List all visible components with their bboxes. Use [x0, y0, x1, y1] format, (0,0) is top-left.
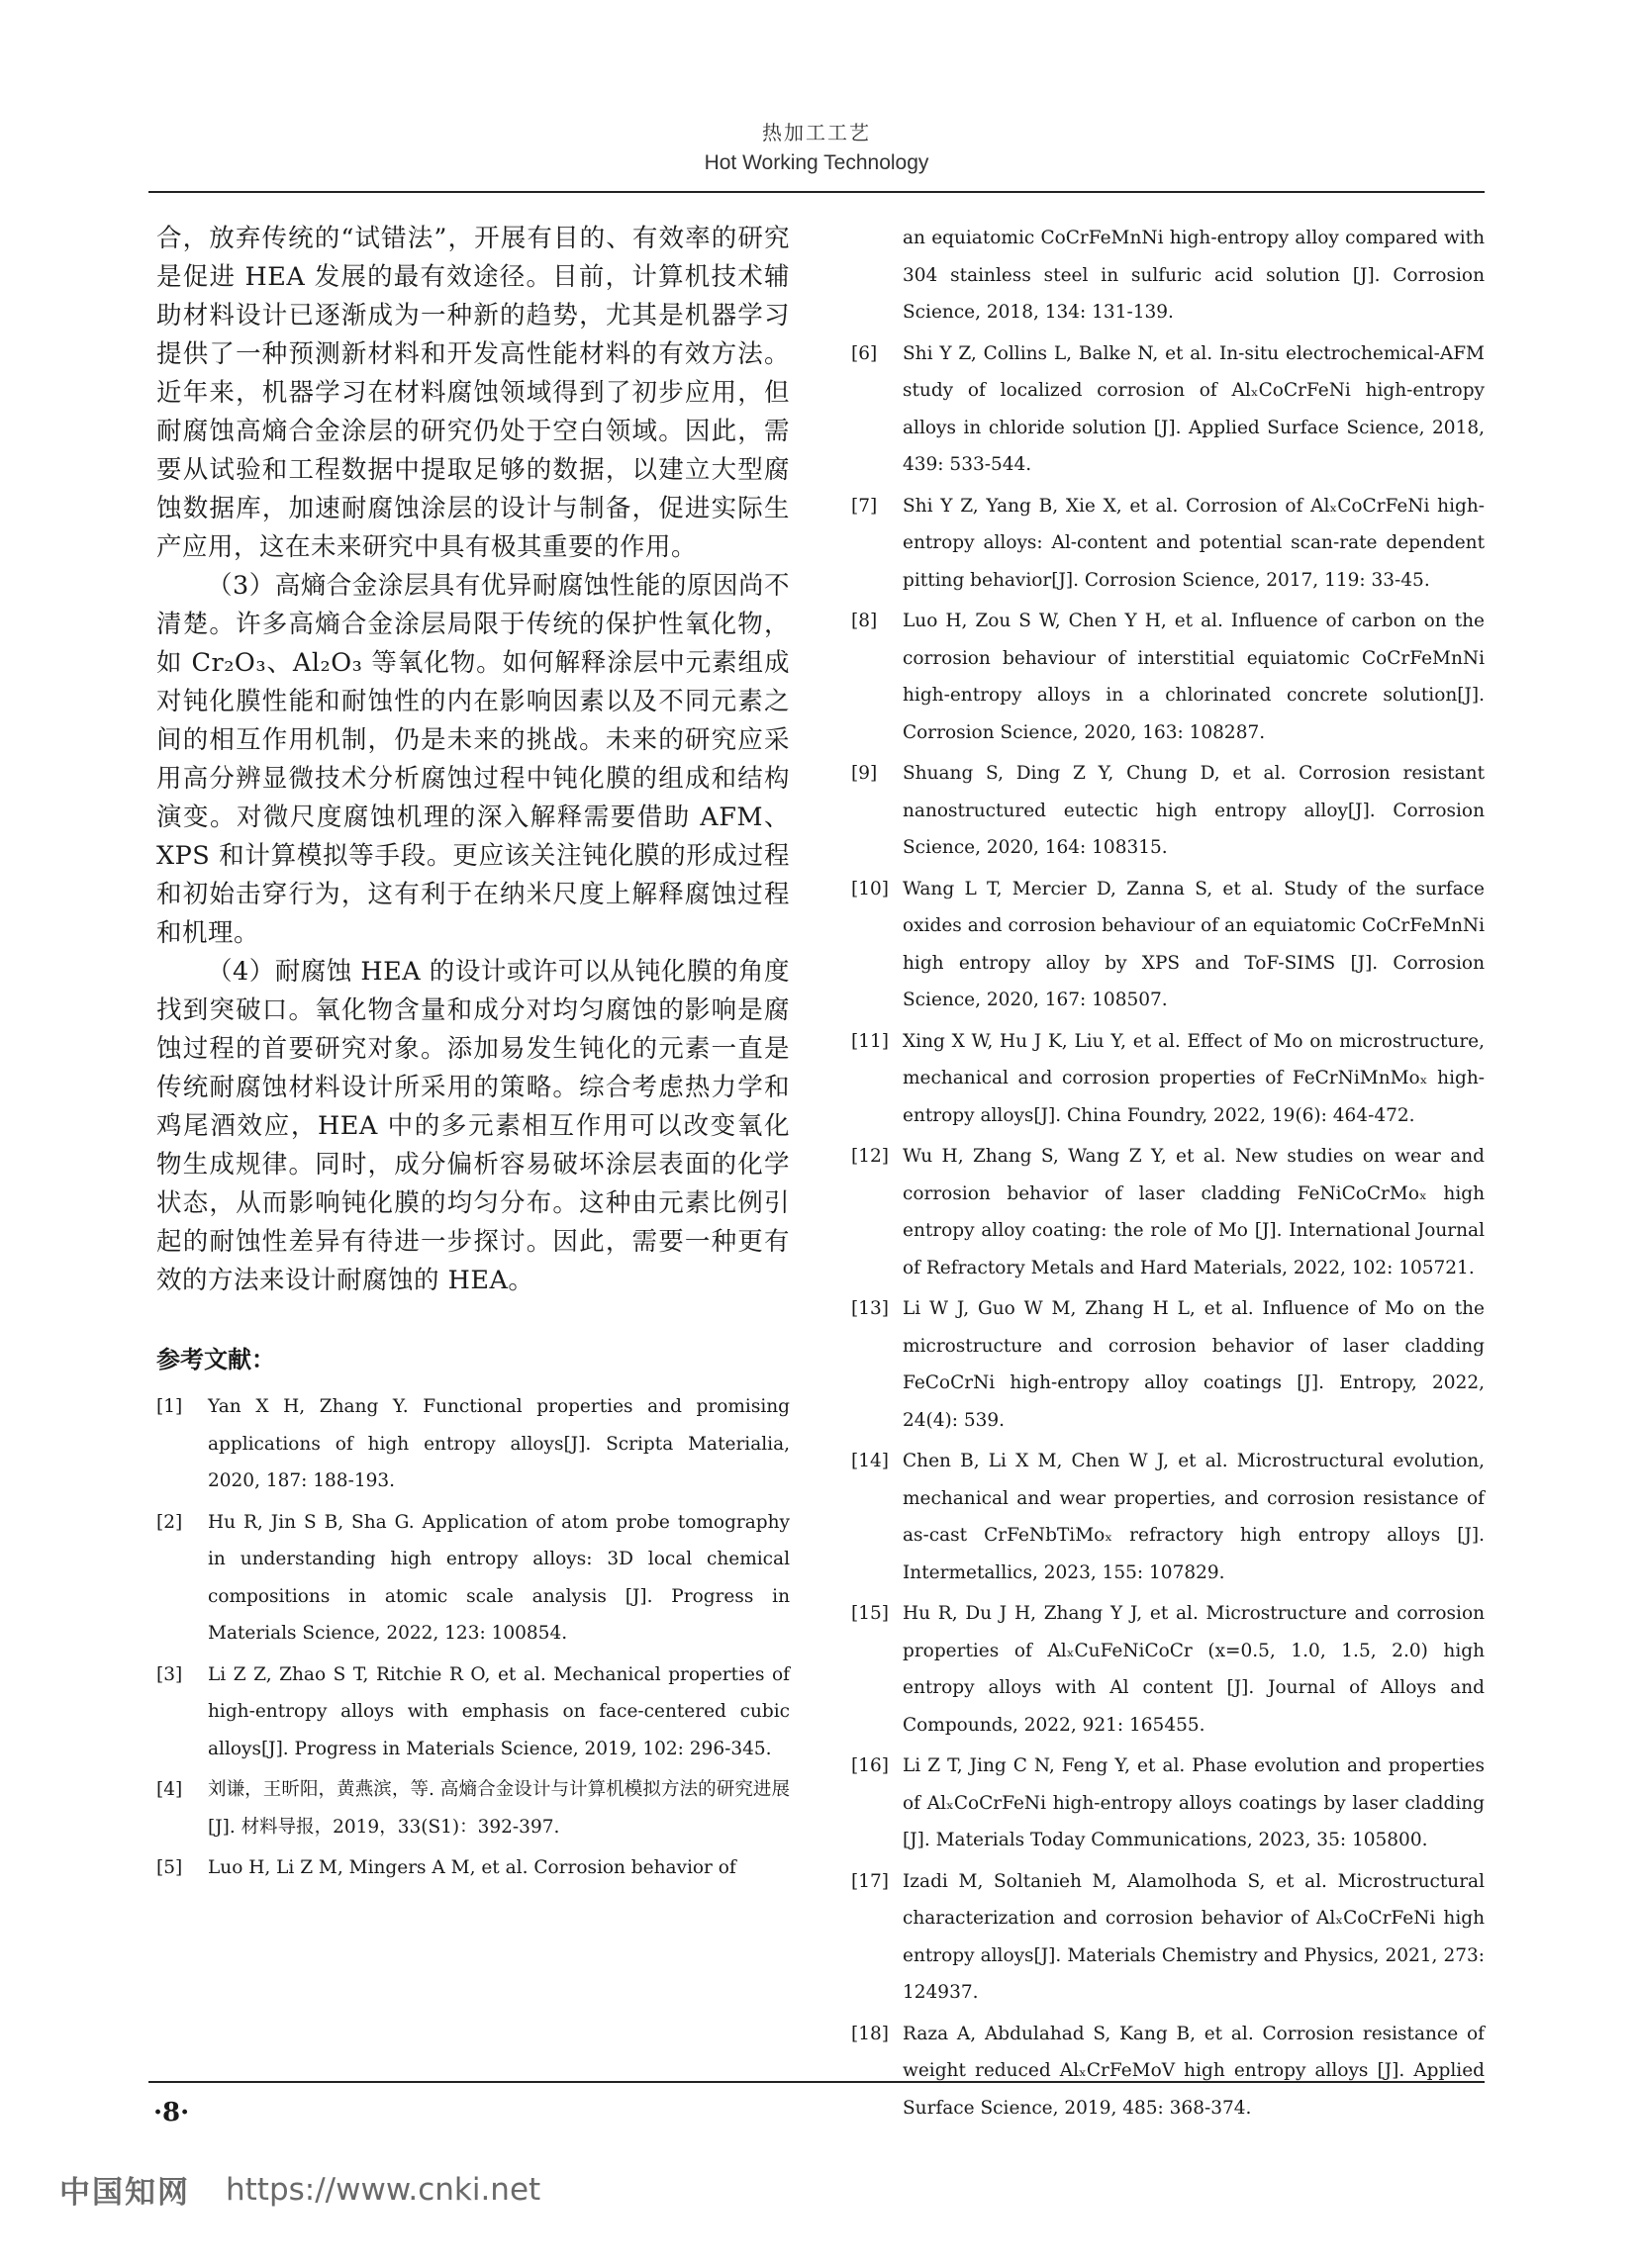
- reference-number: [14]: [851, 1451, 889, 1471]
- reference-text: 刘谦，王昕阳，黄燕滨，等. 高熵合金设计与计算机模拟方法的研究进展[J]. 材料导报，2019，33(S1)：392-397.: [208, 1779, 790, 1838]
- reference-text: Yan X H, Zhang Y. Functional properties and promising applications of high entropy alloys[J]. Scripta Materialia, 2020, 187: 188-193.: [208, 1396, 790, 1491]
- reference-item: [851, 1290, 1485, 1439]
- footer-rule: [148, 2081, 1485, 2083]
- reference-number: [6]: [851, 342, 878, 364]
- reference-item: [851, 488, 1485, 600]
- reference-item: [851, 1443, 1485, 1591]
- reference-text: Wu H, Zhang S, Wang Z Y, et al. New studies on wear and corrosion behavior of laser cladding FeNiCoCrMoₓ high entropy alloy coating: the role of Mo [J]. International Journal of Refractory Metals and Hard Materials, 2022, 102: 105721.: [903, 1146, 1485, 1278]
- journal-title-en: Hot Working Technology: [704, 151, 929, 174]
- right-column: [851, 220, 1485, 2130]
- reference-item: [851, 1863, 1485, 2012]
- reference-item: [851, 1138, 1485, 1286]
- reference-text: Hu R, Jin S B, Sha G. Application of atom probe tomography in understanding high entropy alloys: 3D local chemical compositions in atomic scale analysis [J]. Progress in Materials Science, 2022, 123: 100854.: [208, 1511, 790, 1644]
- reference-item: [851, 1595, 1485, 1744]
- reference-item: [851, 603, 1485, 751]
- reference-text: Li Z Z, Zhao S T, Ritchie R O, et al. Mechanical properties of high-entropy alloys with emphasis on face-centered cubic alloys[J]. Progress in Materials Science, 2019, 102: 296-345.: [208, 1663, 790, 1759]
- cnki-logo: 中国知网: [59, 2175, 190, 2211]
- reference-text: Hu R, Du J H, Zhang Y J, et al. Microstructure and corrosion properties of AlₓCuFeNiCoCr (x=0.5, 1.0, 1.5, 2.0) high entropy alloys with Al content [J]. Journal of Alloys and Compounds, 2022, 921: 165455.: [903, 1603, 1485, 1736]
- reference-number: [15]: [851, 1603, 889, 1624]
- reference-item: [156, 1849, 790, 1887]
- reference-number: [9]: [851, 763, 878, 784]
- reference-list-right: [851, 335, 1485, 2127]
- reference-text: Shi Y Z, Yang B, Xie X, et al. Corrosion of AlₓCoCrFeNi high-entropy alloys: Al-content and potential scan-rate dependent pitting behavior[J]. Corrosion Science, 2017, 119: 33-45.: [903, 495, 1485, 591]
- reference-number: [16]: [851, 1755, 889, 1776]
- reference-number: [17]: [851, 1870, 889, 1892]
- reference-number: [7]: [851, 495, 878, 517]
- reference-text: Luo H, Li Z M, Mingers A M, et al. Corrosion behavior of: [208, 1857, 736, 1878]
- reference-number: [18]: [851, 2023, 889, 2044]
- reference-item: [156, 1388, 790, 1500]
- header-rule: [148, 191, 1485, 193]
- body-paragraph-1: 合，放弃传统的“试错法”，开展有目的、有效率的研究是促进 HEA 发展的最有效途径。目前，计算机技术辅助材料设计已逐渐成为一种新的趋势，尤其是机器学习提供了一种预测新材料和开发高性能材料的有效方法。近年来，机器学习在材料腐蚀领域得到了初步应用，但耐腐蚀高熵合金涂层的研究仍处于空白领域。因此，需要从试验和工程数据中提取足够的数据，以建立大型腐蚀数据库，加速耐腐蚀涂层的设计与制备，促进实际生产应用，这在未来研究中具有极其重要的作用。: [156, 224, 790, 562]
- reference-number: [12]: [851, 1146, 889, 1167]
- reference-item: [851, 2016, 1485, 2127]
- body-paragraph-3: （4）耐腐蚀 HEA 的设计或许可以从钝化膜的角度找到突破口。氧化物含量和成分对均匀腐蚀的影响是腐蚀过程的首要研究对象。添加易发生钝化的元素一直是传统耐腐蚀材料设计所采用的策略。综合考虑热力学和鸡尾酒效应，HEA 中的多元素相互作用可以改变氧化物生成规律。同时，成分偏析容易破坏涂层表面的化学状态，从而影响钝化膜的均匀分布。这种由元素比例引起的耐蚀性差异有待进一步探讨。因此，需要一种更有效的方法来设计耐腐蚀的 HEA。: [156, 957, 790, 1295]
- reference-item: [851, 871, 1485, 1019]
- reference-text: an equiatomic CoCrFeMnNi high-entropy alloy compared with 304 stainless steel in sulfuric acid solution [J]. Corrosion Science, 2018, 134: 131-139.: [903, 228, 1485, 323]
- reference-text: Luo H, Zou S W, Chen Y H, et al. Influence of carbon on the corrosion behaviour of interstitial equiatomic CoCrFeMnNi high-entropy alloys in a chlorinated concrete solution[J]. Corrosion Science, 2020, 163: 108287.: [903, 611, 1485, 743]
- reference-item: [156, 1771, 790, 1845]
- reference-text: Li Z T, Jing C N, Feng Y, et al. Phase evolution and properties of AlₓCoCrFeNi high-entropy alloys coatings by laser cladding [J]. Materials Today Communications, 2023, 35: 105800.: [903, 1755, 1485, 1850]
- reference-text: Li W J, Guo W M, Zhang H L, et al. Influence of Mo on the microstructure and corrosion behavior of laser cladding FeCoCrNi high-entropy alloy coatings [J]. Entropy, 2022, 24(4): 539.: [903, 1298, 1485, 1431]
- running-header: [148, 117, 1485, 175]
- reference-number: [5]: [156, 1857, 183, 1878]
- reference-number: [2]: [156, 1511, 183, 1533]
- reference-number: [4]: [156, 1779, 183, 1800]
- reference-text: Shuang S, Ding Z Y, Chung D, et al. Corrosion resistant nanostructured eutectic high entropy alloy[J]. Corrosion Science, 2020, 164: 108315.: [903, 763, 1485, 858]
- reference-text: Izadi M, Soltanieh M, Alamolhoda S, et al. Microstructural characterization and corrosion behavior of AlₓCoCrFeNi high entropy alloys[J]. Materials Chemistry and Physics, 2021, 273: 124937.: [903, 1870, 1485, 2003]
- reference-continuation: [851, 220, 1485, 331]
- reference-item: [851, 1023, 1485, 1135]
- reference-item: [851, 755, 1485, 867]
- cnki-url: https://www.cnki.net: [226, 2171, 541, 2208]
- left-column: [156, 220, 790, 1891]
- reference-number: [10]: [851, 878, 889, 899]
- reference-text: Wang L T, Mercier D, Zanna S, et al. Study of the surface oxides and corrosion behaviour of an equiatomic CoCrFeMnNi high entropy alloy by XPS and ToF-SIMS [J]. Corrosion Science, 2020, 167: 108507.: [903, 878, 1485, 1010]
- cnki-watermark: [59, 2167, 540, 2212]
- reference-list-left: [156, 1388, 790, 1887]
- reference-number: [3]: [156, 1663, 183, 1685]
- reference-item: [851, 335, 1485, 484]
- reference-text: Xing X W, Hu J K, Liu Y, et al. Effect of Mo on microstructure, mechanical and corrosion properties of FeCrNiMnMoₓ high-entropy alloys[J]. China Foundry, 2022, 19(6): 464-472.: [903, 1030, 1485, 1126]
- reference-number: [11]: [851, 1030, 889, 1052]
- reference-text: Raza A, Abdulahad S, Kang B, et al. Corrosion resistance of weight reduced AlₓCrFeMoV high entropy alloys [J]. Applied Surface Science, 2019, 485: 368-374.: [903, 2023, 1485, 2119]
- reference-number: [13]: [851, 1298, 889, 1319]
- reference-item: [156, 1656, 790, 1768]
- reference-item: [156, 1504, 790, 1653]
- references-heading: 参考文献：: [156, 1346, 275, 1373]
- page-number: ·8·: [153, 2098, 190, 2127]
- reference-number: [1]: [156, 1396, 183, 1417]
- reference-text: Shi Y Z, Collins L, Balke N, et al. In-situ electrochemical-AFM study of localized corrosion of AlₓCoCrFeNi high-entropy alloys in chloride solution [J]. Applied Surface Science, 2018, 439: 533-544.: [903, 342, 1485, 475]
- reference-number: [8]: [851, 611, 878, 631]
- journal-title-cn: 热加工工艺: [762, 121, 871, 144]
- body-paragraph-2: （3）高熵合金涂层具有优异耐腐蚀性能的原因尚不清楚。许多高熵合金涂层局限于传统的保护性氧化物，如 Cr₂O₃、Al₂O₃ 等氧化物。如何解释涂层中元素组成对钝化膜性能和耐蚀性的内在影响因素以及不同元素之间的相互作用机制，仍是未来的挑战。未来的研究应采用高分辨显微技术分析腐蚀过程中钝化膜的组成和结构演变。对微尺度腐蚀机理的深入解释需要借助 AFM、XPS 和计算模拟等手段。更应该关注钝化膜的形成过程和初始击穿行为，这有利于在纳米尺度上解释腐蚀过程和机理。: [156, 571, 790, 948]
- reference-item: [851, 1748, 1485, 1859]
- reference-text: Chen B, Li X M, Chen W J, et al. Microstructural evolution, mechanical and wear properties, and corrosion resistance of as-cast CrFeNbTiMoₓ refractory high entropy alloys [J]. Intermetallics, 2023, 155: 107829.: [903, 1451, 1485, 1583]
